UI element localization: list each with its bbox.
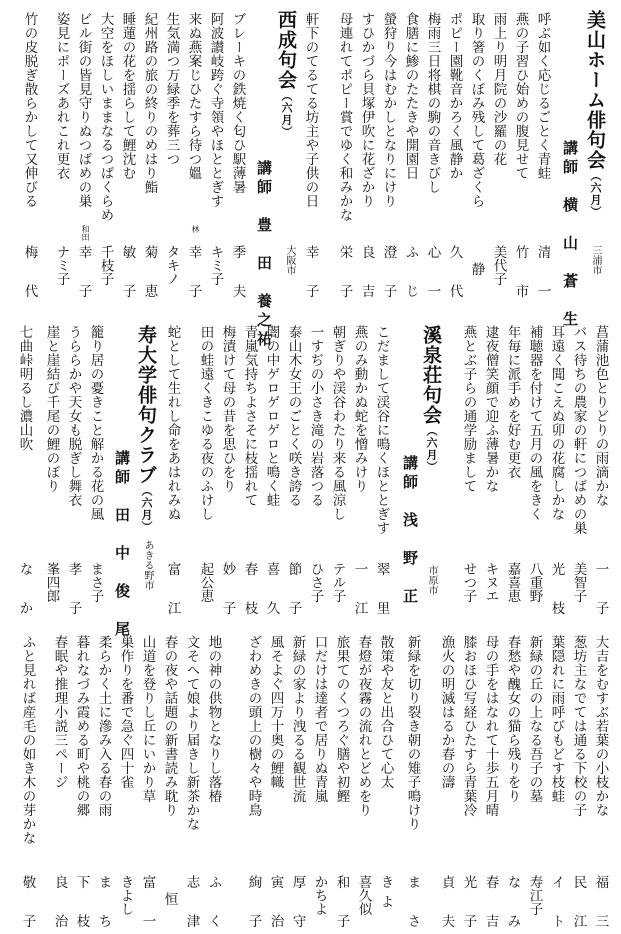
city-kotobuki: あきる野市 <box>142 540 153 590</box>
haiku-verse: 春眠や推理小説三ページ <box>51 635 68 789</box>
city-keisenso: 市原市 <box>426 565 437 595</box>
haiku-verse: 母連れてポピー賞でゆく和みかな <box>336 12 353 222</box>
haiku-verse: 巣作りを番で急ぐ四十雀 <box>117 635 134 789</box>
haiku-verse: 梅雨三日将棋の駒の音きびし <box>424 12 441 194</box>
haiku-verse: 田の蛙遠くきこゆる夜のふけし <box>197 325 214 521</box>
haiku-author: ふ じ <box>402 245 419 304</box>
haiku-author: 寿江子 <box>526 875 543 916</box>
haiku-verse: ざわめきの頭上の樹々や時鳥 <box>245 635 262 817</box>
haiku-verse: 新緑の家より洩るる観世流 <box>289 635 306 803</box>
haiku-verse: ふと見れば産毛の如き木の芽かな <box>19 635 36 845</box>
haiku-verse: 年毎に派手めを好む更衣 <box>504 325 521 479</box>
haiku-verse: 膝おほひ写経ひたすら青葉冷 <box>460 635 477 817</box>
haiku-author: 敬 子 <box>19 875 36 934</box>
haiku-author: 美智子 <box>570 562 587 603</box>
haiku-verse: 梅漬けて母の昔を思ひをり <box>219 325 236 493</box>
haiku-author: 美代子 <box>490 245 507 286</box>
haiku-verse: 籠り居の憂きこと解かる花の風 <box>87 325 104 521</box>
haiku-author: きよ <box>377 875 394 914</box>
haiku-verse: 燕のみ動かぬ蛇を憎みけり <box>351 325 368 493</box>
haiku-verse: 燕とぶ子らの通学励まして <box>460 325 477 493</box>
haiku-author: ふ く <box>205 875 222 934</box>
haiku-verse: 螢狩り今はむかしとなりにけり <box>380 12 397 208</box>
band-top <box>0 0 621 350</box>
haiku-author: 富 江 <box>164 562 181 621</box>
band-middle <box>0 300 621 640</box>
haiku-author: 節 子 <box>285 562 302 621</box>
haiku-author: 和 子 <box>333 875 350 934</box>
haiku-author: 嘉喜恵 <box>504 562 521 603</box>
author-prefix: 和田 <box>81 225 90 241</box>
group-title-saisei: 西成句会（六月） <box>275 10 297 138</box>
haiku-verse: 崖と崖結び千尾の鯉のぼり <box>43 325 60 493</box>
haiku-author: 千枝子 <box>97 245 114 286</box>
haiku-author: 春 吉 <box>482 875 499 934</box>
haiku-verse: 呼ぶ如く応じるごとく青蛙 <box>534 12 551 180</box>
haiku-verse: 阿波讃岐跨ぐ寺領やほととぎす <box>207 12 224 208</box>
haiku-verse: うららかや天女も脱ぎし舞衣 <box>65 325 82 507</box>
haiku-author: ひさ子 <box>307 562 324 603</box>
haiku-author: 寅 治 <box>267 875 284 934</box>
haiku-verse: 柔らかく土に滲み入る春の雨 <box>95 635 112 817</box>
haiku-author: 栄 子 <box>336 245 353 304</box>
haiku-author: 良 治 <box>51 875 68 934</box>
haiku-author: 志 津 <box>183 875 200 934</box>
haiku-author: 澄 子 <box>380 245 397 304</box>
band-bottom <box>0 610 621 933</box>
haiku-verse: 大空をほしいままなるつばくらめ <box>97 12 114 222</box>
haiku-verse: 母の手をはなれて十歩五月晴 <box>482 635 499 817</box>
haiku-verse: 地の神の供物となりし落椿 <box>205 635 222 803</box>
haiku-verse: 取り箸のくぼみ残して葛ざくら <box>468 12 485 208</box>
haiku-verse: 燕の子習ひ始めの腹見せて <box>512 12 529 180</box>
haiku-author: 下 枝 <box>73 875 90 934</box>
haiku-author: 久 代 <box>446 245 463 304</box>
haiku-verse: 新緑を切り裂き朝の雉子鳴けり <box>404 635 421 831</box>
group-title-kotobuki: 寿大学俳句クラブ（六月） <box>135 325 157 533</box>
haiku-verse: 闇の中ゲロゲロゲロと鳴く蛙 <box>263 325 280 507</box>
haiku-verse: 朝ぎりや渓谷わたり来る風涼し <box>329 325 346 521</box>
haiku-author: ま さ <box>404 875 421 934</box>
haiku-verse: ポピー園靴音かろく風静か <box>446 12 463 180</box>
haiku-author: 恒 <box>161 892 178 912</box>
haiku-verse: 睡蓮の花を揺らして鯉沈む <box>119 12 136 180</box>
haiku-author: 妙 子 <box>219 562 236 621</box>
haiku-author: な み <box>504 875 521 934</box>
haiku-author: イ ト <box>548 875 565 934</box>
city-saisei: 大阪市 <box>284 245 295 275</box>
haiku-author: キミ子 <box>207 245 224 286</box>
haiku-author: 厚 守 <box>289 875 306 934</box>
haiku-verse: 口だけは達者で居りぬ青嵐 <box>311 635 328 803</box>
haiku-author: 福 三 <box>592 875 609 934</box>
haiku-verse: 補聴器を付けて五月の風をきく <box>526 325 543 521</box>
haiku-verse: 散策や友と出合ひて心太 <box>377 635 394 789</box>
haiku-verse: 泰山木女王のごとく咲き誇る <box>285 325 302 507</box>
haiku-verse: 風そよぐ四万十奥の鯉幟 <box>267 635 284 789</box>
group-title-keisenso: 溪泉荘句会（六月） <box>420 325 442 473</box>
haiku-verse: 旅果てのくつろぐ膳や初鰹 <box>333 635 350 803</box>
haiku-author: 幸 子 <box>302 245 319 304</box>
haiku-author: せつ子 <box>460 562 477 603</box>
haiku-author: まさ子 <box>87 562 104 603</box>
haiku-author: 一 江 <box>351 562 368 621</box>
haiku-verse: 耳遠く聞こえぬ卯の花腐しかな <box>548 325 565 521</box>
haiku-verse: 蛇として生れし命をあはれみぬ <box>164 325 181 521</box>
haiku-author: 清 一 <box>534 245 551 304</box>
haiku-verse: 春の夜や話題の新書読み耽り <box>161 635 178 817</box>
haiku-verse: 山道を登りし丘にいかり草 <box>139 635 156 803</box>
haiku-author: 心 一 <box>424 245 441 304</box>
author-prefix: 林 <box>191 225 200 233</box>
haiku-author: 菊 恵 <box>141 245 158 304</box>
haiku-verse: 来ぬ燕案じひたすら待つ媼 <box>185 12 202 180</box>
haiku-author: 富 一 <box>139 875 156 934</box>
haiku-author: 喜 久 <box>263 562 280 621</box>
haiku-author: な か <box>16 562 33 621</box>
haiku-author: キヌエ <box>482 562 499 603</box>
haiku-verse: 姿見にポーズあれこれ更衣 <box>53 12 70 180</box>
haiku-author: 春 枝 <box>241 562 258 621</box>
haiku-verse: 食膳に鯵のたたきや開園日 <box>402 12 419 180</box>
haiku-author: 敏 子 <box>119 245 136 304</box>
haiku-verse: 菖蒲池色とりどりの雨滴かな <box>592 325 609 507</box>
haiku-author: 八重野 <box>526 562 543 603</box>
group-title-miyama: 美山ホーム俳句会（六月） <box>584 10 606 218</box>
haiku-verse: 新緑の丘の上なる吾子の墓 <box>526 635 543 803</box>
haiku-verse: 春燈が夜霧の流れとどめをり <box>355 635 372 817</box>
haiku-verse: 漁火の明滅はるか春の濤 <box>438 635 455 789</box>
haiku-author: タキノ <box>163 245 180 286</box>
haiku-verse: 大吉をむすぶ若葉の小枝かな <box>592 635 609 817</box>
haiku-author: 民 江 <box>570 875 587 934</box>
haiku-author: 翠 里 <box>373 562 390 621</box>
haiku-author: 季 夫 <box>229 245 246 304</box>
haiku-author: かちよ <box>311 875 328 916</box>
haiku-author: 光 子 <box>460 875 477 934</box>
haiku-author: 静 <box>468 262 485 282</box>
haiku-verse: 葉隠れに雨呼びもどす枝蛙 <box>548 635 565 803</box>
haiku-verse: 春愁や醜女の猫ら残りをり <box>504 635 521 803</box>
teacher-miyama: 講師 横 山 蒼 生 <box>561 140 579 330</box>
haiku-verse: ブレーキの鉄焼く匂ひ駅薄暑 <box>229 12 246 194</box>
haiku-verse: 七曲峠明るし濃山吹 <box>16 325 33 451</box>
haiku-author: テル子 <box>329 562 346 603</box>
haiku-author: 一 子 <box>592 562 609 621</box>
haiku-author: 峯四郎 <box>43 562 60 603</box>
teacher-kotobuki: 講師 田 中 俊 尾 <box>113 450 131 640</box>
haiku-verse: 逮夜僧笑顔で迎ふ薄暑かな <box>482 325 499 493</box>
haiku-verse: こだまして渓谷に鳴くほととぎす <box>373 325 390 535</box>
haiku-author: きよし <box>117 875 134 916</box>
haiku-author: 梅 代 <box>21 245 38 304</box>
haiku-verse: 文そへて娘より届きし新茶かな <box>183 635 200 831</box>
teacher-saisei: 講師 豊 田 養之祐 <box>255 160 273 350</box>
haiku-verse: 暮れなづみ霞める町や桃の郷 <box>73 635 90 817</box>
haiku-author: 良 吉 <box>358 245 375 304</box>
haiku-verse: 竹の皮脱ぎ散らかして又伸びる <box>21 12 38 208</box>
haiku-author: 貞 夫 <box>438 875 455 934</box>
haiku-verse: ビル街の皆見守りぬつばめの巣 <box>75 12 92 208</box>
haiku-verse: バス待ちの農家の軒につばめの巣 <box>570 325 587 535</box>
haiku-verse: すひかづら貝塚伊吹に花ざかり <box>358 12 375 208</box>
haiku-verse: 生気満つ万緑季を葬三つ <box>163 12 180 166</box>
haiku-author: 光 枝 <box>548 562 565 621</box>
city-miyama: 三浦市 <box>590 245 601 275</box>
haiku-author: ま ち <box>95 875 112 934</box>
haiku-verse: 軒下のてるてる坊主や子供の日 <box>302 12 319 208</box>
haiku-author: 幸 子 <box>75 245 92 304</box>
haiku-verse: 青嵐気持ちよさそに枝揺れて <box>241 325 258 507</box>
haiku-verse: 紀州路の旅の終りのめはり鮨 <box>141 12 158 194</box>
haiku-author: 喜久似 <box>355 875 372 916</box>
haiku-author: 起公恵 <box>197 562 214 603</box>
haiku-verse: 一すぢの小さき滝の岩落つる <box>307 325 324 507</box>
haiku-verse: 雨上り明月院の沙羅の花 <box>490 12 507 166</box>
haiku-author: 絢 子 <box>245 875 262 934</box>
haiku-author: ナミ子 <box>53 245 70 286</box>
haiku-verse: 葱坊主なでては通る下校の子 <box>570 635 587 817</box>
haiku-author: 竹 市 <box>512 245 529 304</box>
haiku-author: 幸 子 <box>185 245 202 304</box>
teacher-keisenso: 講師 浅 野 正 <box>401 455 419 607</box>
haiku-author: 孝 子 <box>65 562 82 621</box>
